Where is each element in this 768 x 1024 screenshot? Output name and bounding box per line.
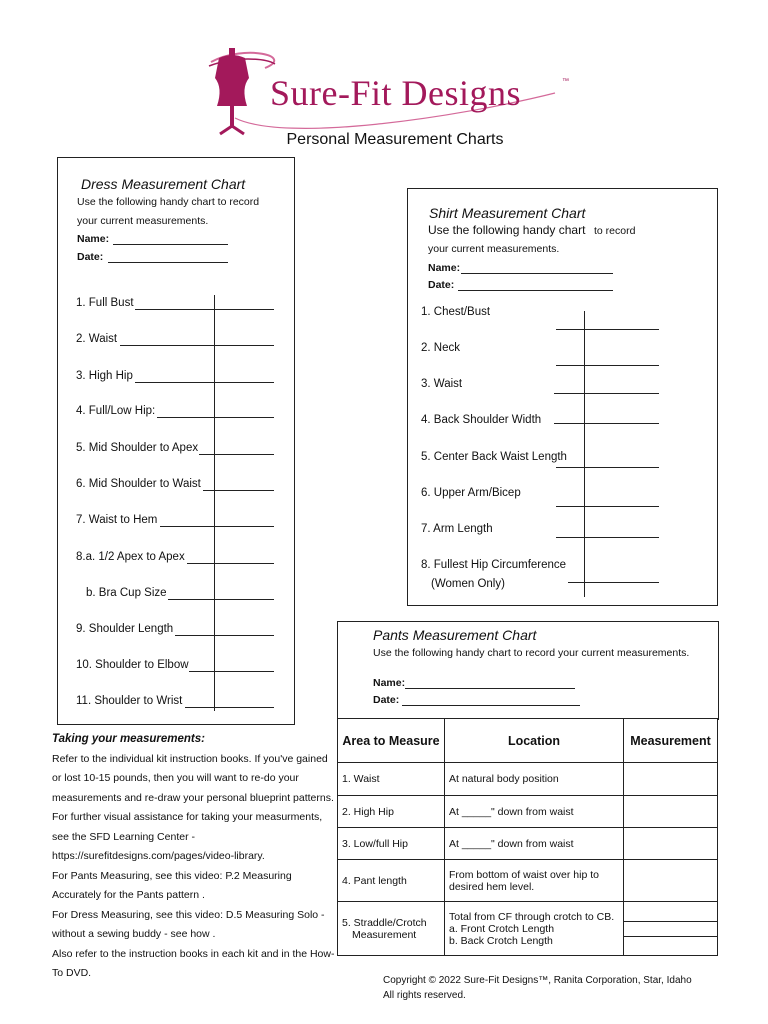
dress-name-field[interactable] <box>113 244 228 245</box>
row-area-line: Measurement <box>352 928 417 941</box>
dress-item-field[interactable] <box>187 563 274 564</box>
measurement-cell[interactable] <box>624 860 718 902</box>
pants-chart-title: Pants Measurement Chart <box>373 627 537 643</box>
measurement-cell[interactable] <box>624 828 718 860</box>
shirt-name-field[interactable] <box>461 273 613 274</box>
row-location: At natural body position <box>445 763 624 796</box>
shirt-item-label: 7. Arm Length <box>421 523 493 535</box>
dress-item-field[interactable] <box>135 309 274 310</box>
shirt-item-field[interactable] <box>556 506 659 507</box>
info-line: see the SFD Learning Center - <box>52 830 195 843</box>
back-crotch-line <box>624 936 717 937</box>
measurement-cell[interactable] <box>624 763 718 796</box>
pants-header-row <box>338 719 718 763</box>
dress-item-label: 3. High Hip <box>76 370 133 382</box>
pants-table <box>337 718 718 956</box>
table-row <box>338 763 718 796</box>
row-location-line: b. Back Crotch Length <box>449 934 553 947</box>
dress-item-field[interactable] <box>199 454 274 455</box>
table-row <box>338 902 718 956</box>
copyright-text: Copyright © 2022 Sure-Fit Designs™, Ranita Corporation, Star, Idaho <box>383 975 692 986</box>
shirt-item-field[interactable] <box>554 423 659 424</box>
shirt-item-field[interactable] <box>568 582 659 583</box>
row-location <box>445 860 624 902</box>
dress-item-field[interactable] <box>185 707 274 708</box>
dress-item-label: 8.a. 1/2 Apex to Apex <box>76 551 185 563</box>
trademark: ™ <box>562 78 569 85</box>
brand-name: Sure-Fit Designs <box>270 73 521 113</box>
shirt-chart-title: Shirt Measurement Chart <box>429 205 586 221</box>
shirt-item-label: 4. Back Shoulder Width <box>421 414 542 426</box>
info-section <box>52 730 337 984</box>
row-location-line: Total from CF through crotch to CB. <box>449 910 615 923</box>
dress-item-label: 4. Full/Low Hip: <box>76 405 156 417</box>
table-row <box>338 796 718 828</box>
page-title: Personal Measurement Charts <box>286 131 504 148</box>
header-measurement: Measurement <box>624 719 718 763</box>
dress-item-field[interactable] <box>135 382 274 383</box>
info-heading: Taking your measurements: <box>52 733 205 745</box>
shirt-item-field[interactable] <box>556 537 659 538</box>
table-row <box>338 860 718 902</box>
dress-item-field[interactable] <box>168 599 274 600</box>
dress-item-field[interactable] <box>175 635 274 636</box>
info-lines <box>52 750 337 984</box>
shirt-item-field[interactable] <box>556 467 659 468</box>
shirt-item-label: 1. Chest/Bust <box>421 306 491 318</box>
shirt-intro-line2: your current measurements. <box>428 243 560 255</box>
info-line: Refer to the individual kit instruction books. If you've gained <box>52 752 328 765</box>
shirt-item-field[interactable] <box>556 365 659 366</box>
dress-item-label: 7. Waist to Hem <box>76 514 158 526</box>
info-line: without a sewing buddy - see how . <box>52 928 216 940</box>
dress-chart-title: Dress Measurement Chart <box>81 176 246 192</box>
pants-name-field[interactable] <box>405 688 575 689</box>
row-area-line: 5. Straddle/Crotch <box>342 916 427 929</box>
info-line: Also refer to the instruction books in each kit and in the How- <box>52 947 335 960</box>
row-area: 3. Low/full Hip <box>338 828 445 860</box>
measurement-cell[interactable] <box>624 902 718 956</box>
dress-item-field[interactable] <box>120 345 274 346</box>
info-line: or lost 10-15 pounds, then you will want to re-do your <box>52 772 299 784</box>
measurement-cell[interactable] <box>624 796 718 828</box>
shirt-item-label: 2. Neck <box>421 342 460 354</box>
header-location: Location <box>445 719 624 763</box>
shirt-item-label: 6. Upper Arm/Bicep <box>421 487 521 499</box>
dress-item-field[interactable] <box>189 671 274 672</box>
dress-item-label: 6. Mid Shoulder to Waist <box>76 478 201 490</box>
row-location: At _____" down from waist <box>445 828 624 860</box>
dress-item-label: 1. Full Bust <box>76 297 134 309</box>
row-location-line: desired hem level. <box>449 880 535 893</box>
rights-text: All rights reserved. <box>383 990 466 1001</box>
header-area: Area to Measure <box>338 719 445 763</box>
dress-item-label: 11. Shoulder to Wrist <box>76 695 183 707</box>
info-line: For further visual assistance for taking your measurments, <box>52 811 323 823</box>
footer <box>383 973 723 1003</box>
front-crotch-line <box>624 921 717 922</box>
dress-item-label: b. Bra Cup Size <box>86 587 167 599</box>
shirt-date-field[interactable] <box>458 290 613 291</box>
pants-name-label: Name: <box>373 677 406 689</box>
row-location-line: From bottom of waist over hip to <box>449 868 599 881</box>
shirt-intro-line1a: Use the following handy chart <box>428 223 586 237</box>
row-area <box>338 902 445 956</box>
dress-item-label: 9. Shoulder Length <box>76 623 174 635</box>
dress-name-label: Name: <box>77 233 110 245</box>
shirt-date-label: Date: <box>428 279 455 291</box>
dress-date-field[interactable] <box>108 262 228 263</box>
dress-divider <box>214 295 215 711</box>
shirt-item-label: 3. Waist <box>421 378 463 390</box>
info-line: Accurately for the Pants pattern . <box>52 889 205 901</box>
shirt-item-field[interactable] <box>556 329 659 330</box>
row-location: At _____" down from waist <box>445 796 624 828</box>
row-area: 1. Waist <box>338 763 445 796</box>
dress-item-field[interactable] <box>157 417 274 418</box>
row-location <box>445 902 624 956</box>
shirt-divider <box>584 311 585 597</box>
shirt-item-label: 8. Fullest Hip Circumference <box>421 559 567 571</box>
pants-intro: Use the following handy chart to record your current measurements. <box>373 647 690 659</box>
dress-item-field[interactable] <box>160 526 274 527</box>
info-line: For Pants Measuring, see this video: P.2 Measuring <box>52 869 292 882</box>
row-area: 2. High Hip <box>338 796 445 828</box>
dress-item-label: 2. Waist <box>76 333 118 345</box>
info-line: To DVD. <box>52 967 92 979</box>
dress-item-label: 10. Shoulder to Elbow <box>76 659 189 671</box>
dress-date-label: Date: <box>77 251 104 263</box>
shirt-item-8-sub: (Women Only) <box>431 578 505 590</box>
shirt-name-label: Name: <box>428 262 461 274</box>
shirt-item-field[interactable] <box>554 393 659 394</box>
pants-date-label: Date: <box>373 694 400 706</box>
row-location-line: a. Front Crotch Length <box>449 922 555 935</box>
info-line: For Dress Measuring, see this video: D.5 Measuring Solo - <box>52 908 325 921</box>
dress-item-label: 5. Mid Shoulder to Apex <box>76 442 199 454</box>
shirt-intro-line1b: to record <box>594 225 636 237</box>
info-line: measurements and re-draw your personal blueprint patterns. <box>52 791 334 804</box>
dress-intro-line2: your current measurements. <box>77 215 209 227</box>
dress-intro-line1: Use the following handy chart to record <box>77 196 260 208</box>
table-row <box>338 828 718 860</box>
pants-date-field[interactable] <box>402 705 580 706</box>
shirt-item-label: 5. Center Back Waist Length <box>421 451 567 463</box>
row-area: 4. Pant length <box>338 860 445 902</box>
info-line: https://surefitdesigns.com/pages/video-library. <box>52 850 265 862</box>
